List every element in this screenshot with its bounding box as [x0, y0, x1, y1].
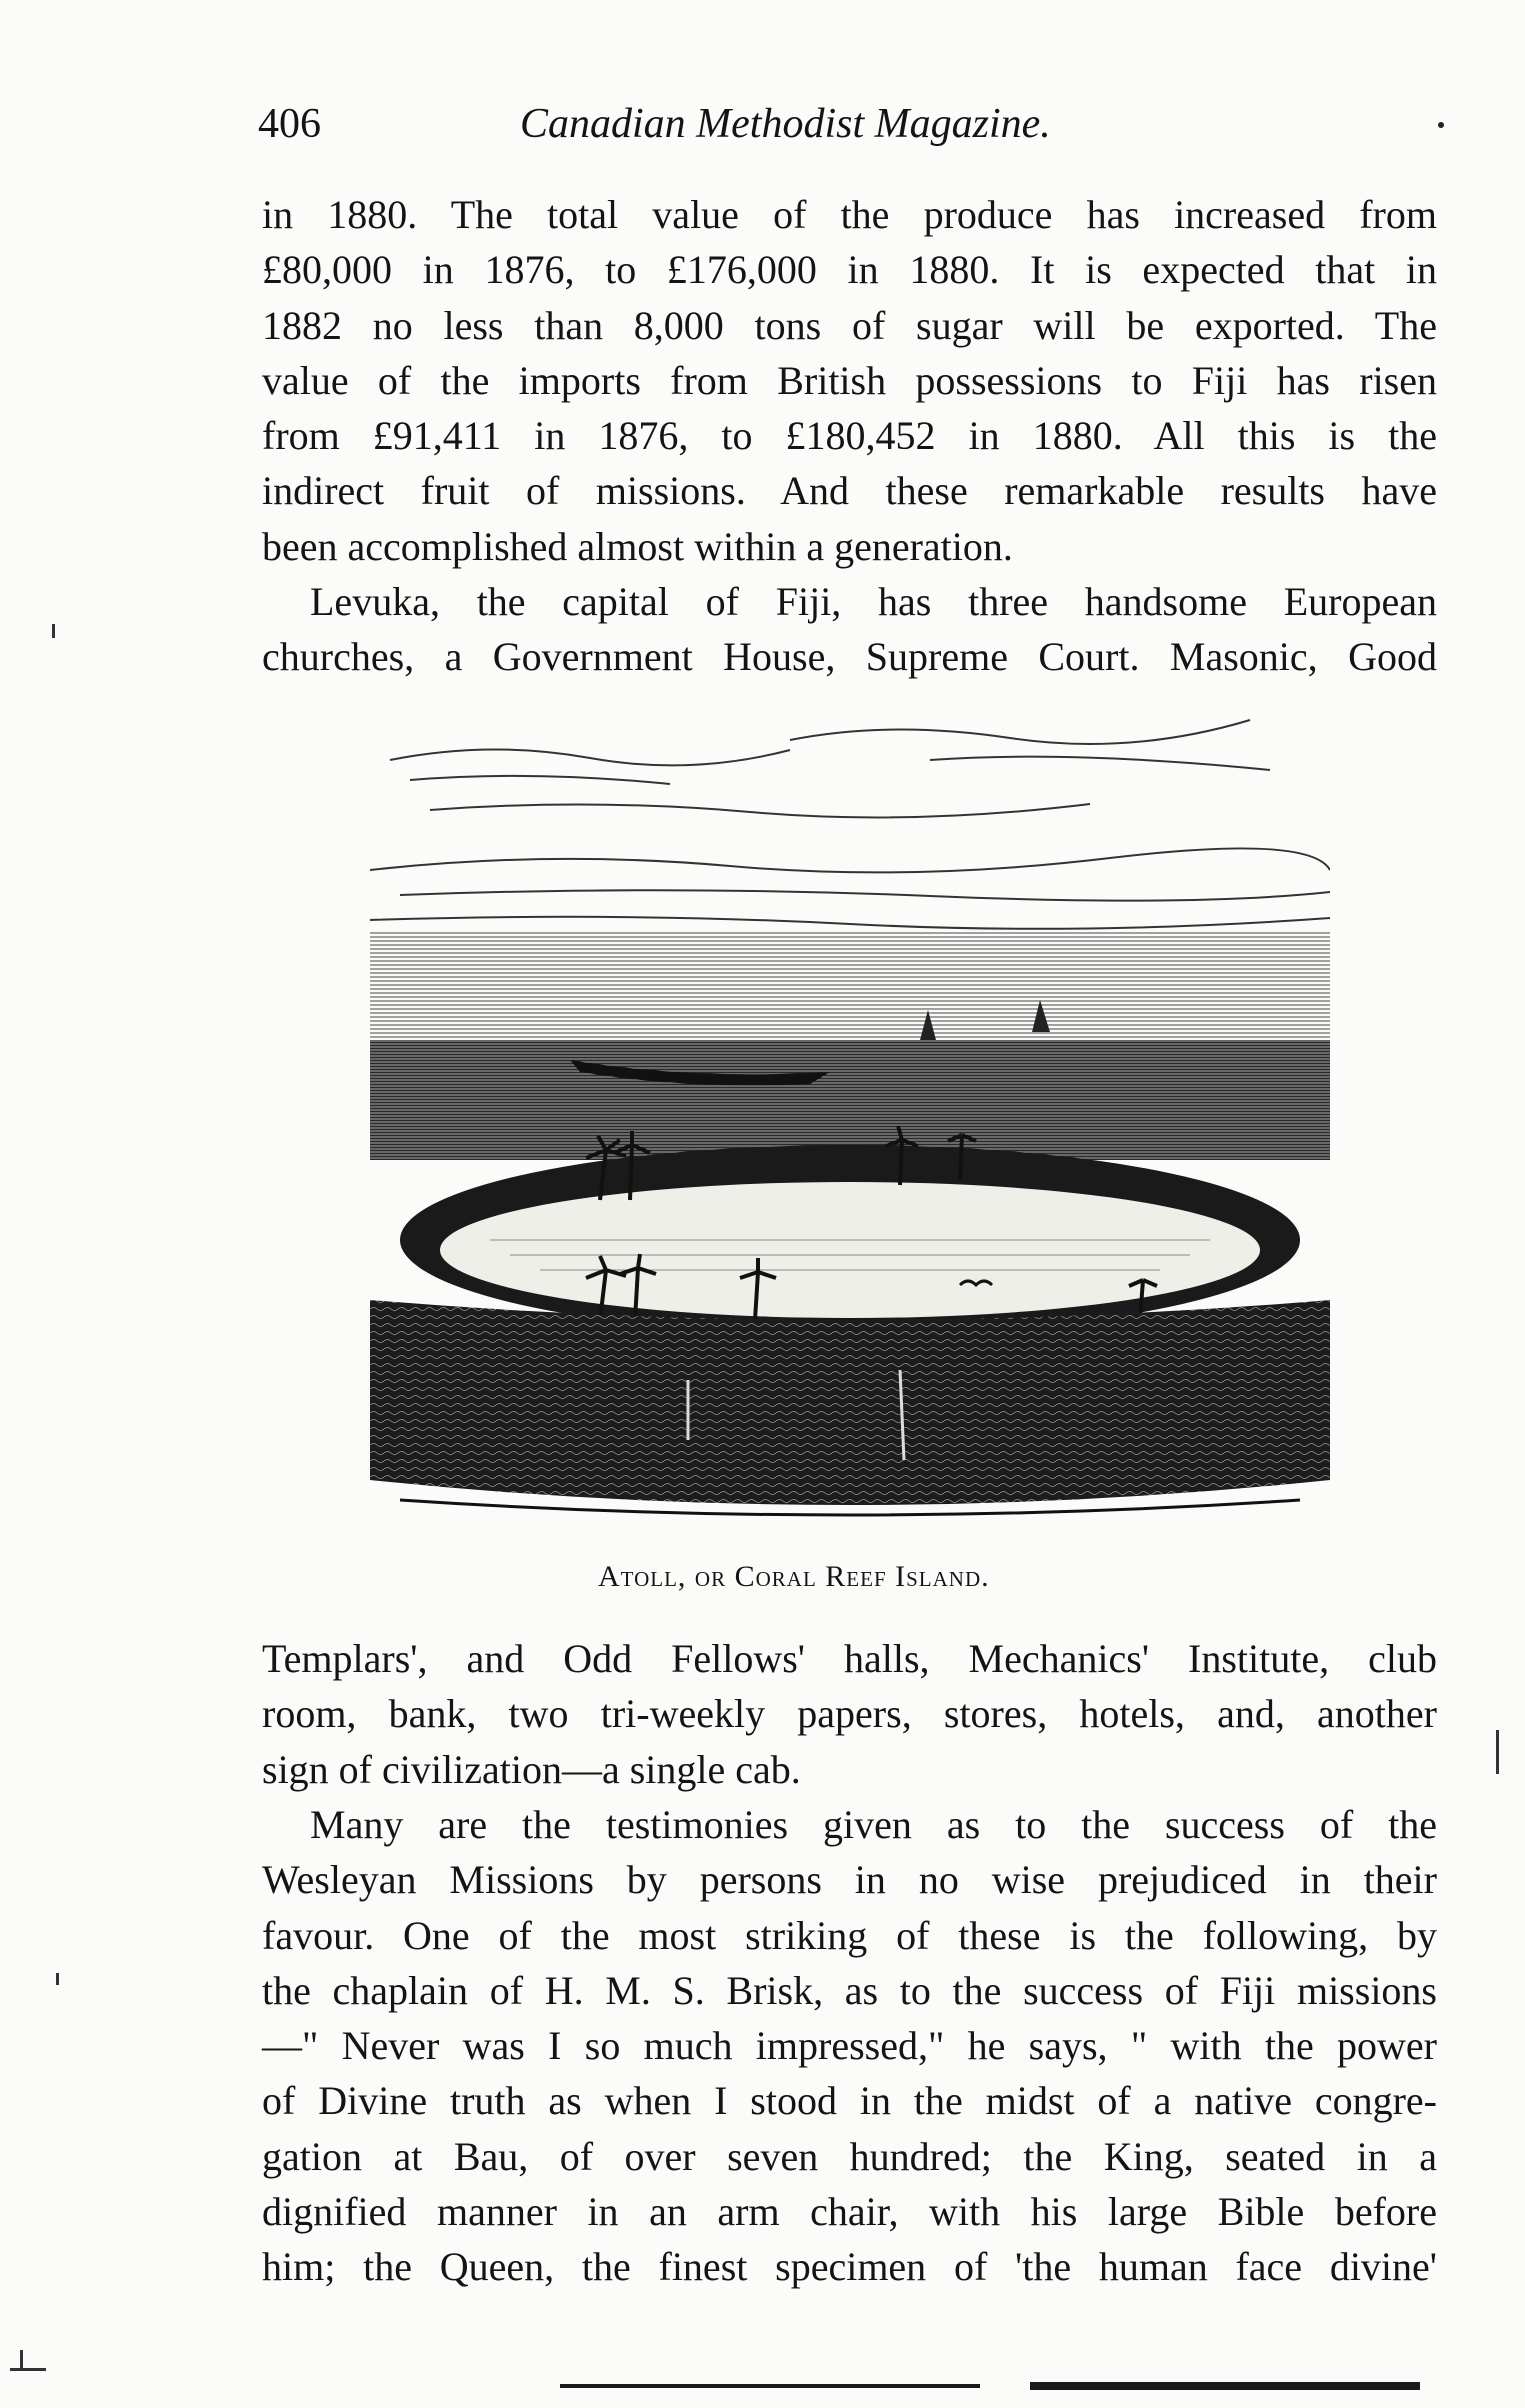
text-line: Wesleyan Missions by persons in no wise prejudiced in their: [262, 1857, 1437, 1903]
margin-mark: [1496, 1730, 1499, 1774]
paragraph-levuka: [262, 574, 1437, 685]
lagoon: [440, 1182, 1260, 1318]
text-line: value of the imports from British possessions to Fiji has risen: [262, 357, 1437, 403]
text-line: room, bank, two tri-weekly papers, stores, hotels, and, another: [262, 1691, 1437, 1737]
margin-mark: [20, 2350, 23, 2370]
foreground-sea: [370, 1300, 1330, 1505]
paragraph-levuka-continued: [262, 1631, 1437, 1797]
distant-sea: [370, 1040, 1330, 1160]
text-line: dignified manner in an arm chair, with his large Bible before: [262, 2189, 1437, 2235]
text-line: him; the Queen, the finest specimen of 'the human face divine': [262, 2244, 1437, 2290]
text-line: the chaplain of H. M. S. Brisk, as to the success of Fiji missions: [262, 1967, 1437, 2013]
paragraph-testimonies: [262, 1797, 1437, 2295]
footer-rule: [1030, 2382, 1420, 2390]
margin-mark: [56, 1973, 59, 1985]
running-header: [258, 100, 1438, 160]
paragraph-produce-statistics: [262, 187, 1437, 574]
text-line: Many are the testimonies given as to the success of the: [310, 1802, 1437, 1847]
footer-rule: [560, 2384, 980, 2388]
text-line: Levuka, the capital of Fiji, has three handsome European: [310, 579, 1437, 624]
text-line: Templars', and Odd Fellows' halls, Mechanics' Institute, club: [262, 1636, 1437, 1681]
text-line: indirect fruit of missions. And these remarkable results have: [262, 468, 1437, 514]
atoll-engraving-illustration: [370, 680, 1330, 1530]
header-dot-mark: [1438, 122, 1444, 128]
cloud-lines: [370, 720, 1330, 929]
margin-mark: [52, 624, 55, 638]
text-line: —" Never was I so much impressed," he says, " with the power: [262, 2023, 1437, 2069]
page-number: 406: [258, 101, 321, 147]
sky-hatching: [370, 930, 1330, 1040]
text-line: gation at Bau, of over seven hundred; the King, seated in a: [262, 2133, 1437, 2179]
text-line: of Divine truth as when I stood in the midst of a native congre-: [262, 2078, 1437, 2124]
figure-caption: Atoll, or Coral Reef Island.: [598, 1560, 990, 1593]
text-line: favour. One of the most striking of these is the following, by: [262, 1912, 1437, 1958]
text-line: sign of civilization—a single cab.: [262, 1746, 801, 1792]
text-line: £80,000 in 1876, to £176,000 in 1880. It is expected that in: [262, 247, 1437, 293]
text-line: churches, a Government House, Supreme Court. Masonic, Good: [262, 634, 1437, 680]
text-line: been accomplished almost within a generation.: [262, 523, 1013, 569]
text-line: in 1880. The total value of the produce has increased from: [262, 192, 1437, 237]
running-title: Canadian Methodist Magazine.: [520, 101, 1051, 147]
text-line: 1882 no less than 8,000 tons of sugar will be exported. The: [262, 302, 1437, 348]
margin-mark: [10, 2368, 46, 2371]
text-line: from £91,411 in 1876, to £180,452 in 1880. All this is the: [262, 413, 1437, 459]
